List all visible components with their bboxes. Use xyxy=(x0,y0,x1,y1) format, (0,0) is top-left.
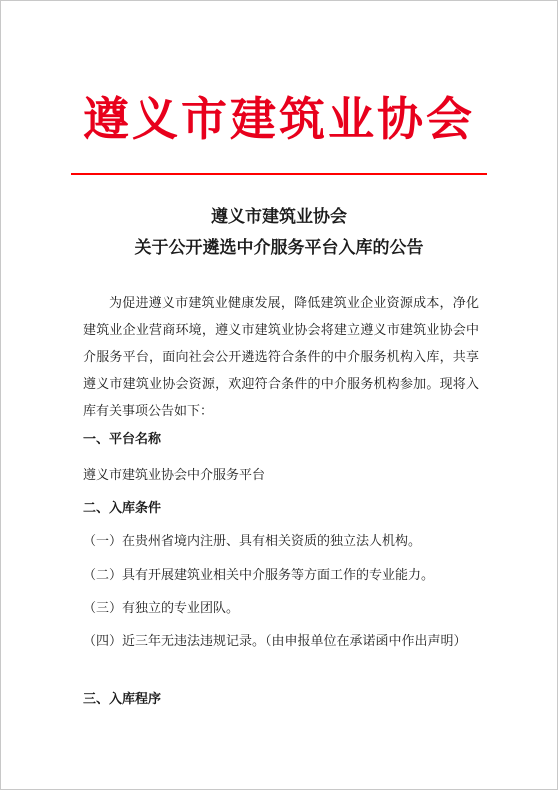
intro-paragraph: 为促进遵义市建筑业健康发展，降低建筑业企业资源成本，净化建筑业企业营商环境，遵义市建筑业协会将建立遵义市建筑业协会中介服务平台，面向社会公开遴选符合条件的中介服务机构入库，共享遵义市建筑业协会资源，欢迎符合条件的中介服务机构参加。现将入库有关事项公告如下： xyxy=(83,296,479,419)
notice-title-line-1: 遵义市建筑业协会 xyxy=(211,207,347,227)
condition-item-1: （一）在贵州省境内注册、具有相关资质的独立法人机构。 xyxy=(83,534,422,549)
masthead-title: 遵义市建筑业协会 xyxy=(83,92,475,146)
masthead-red-rule xyxy=(71,173,487,175)
condition-item-2: （二）具有开展建筑业相关中介服务等方面工作的专业能力。 xyxy=(83,568,435,583)
section-heading-platform-name: 一、平台名称 xyxy=(83,432,162,447)
condition-item-3: （三）有独立的专业团队。 xyxy=(83,601,240,616)
condition-item-4: （四）近三年无违法违规记录。（由申报单位在承诺函中作出声明） xyxy=(83,634,467,649)
notice-title-line-2: 关于公开遴选中介服务平台入库的公告 xyxy=(134,238,424,258)
platform-name-text: 遵义市建筑业协会中介服务平台 xyxy=(83,468,266,483)
section-heading-procedure: 三、入库程序 xyxy=(83,692,162,707)
section-heading-conditions: 二、入库条件 xyxy=(83,501,162,516)
